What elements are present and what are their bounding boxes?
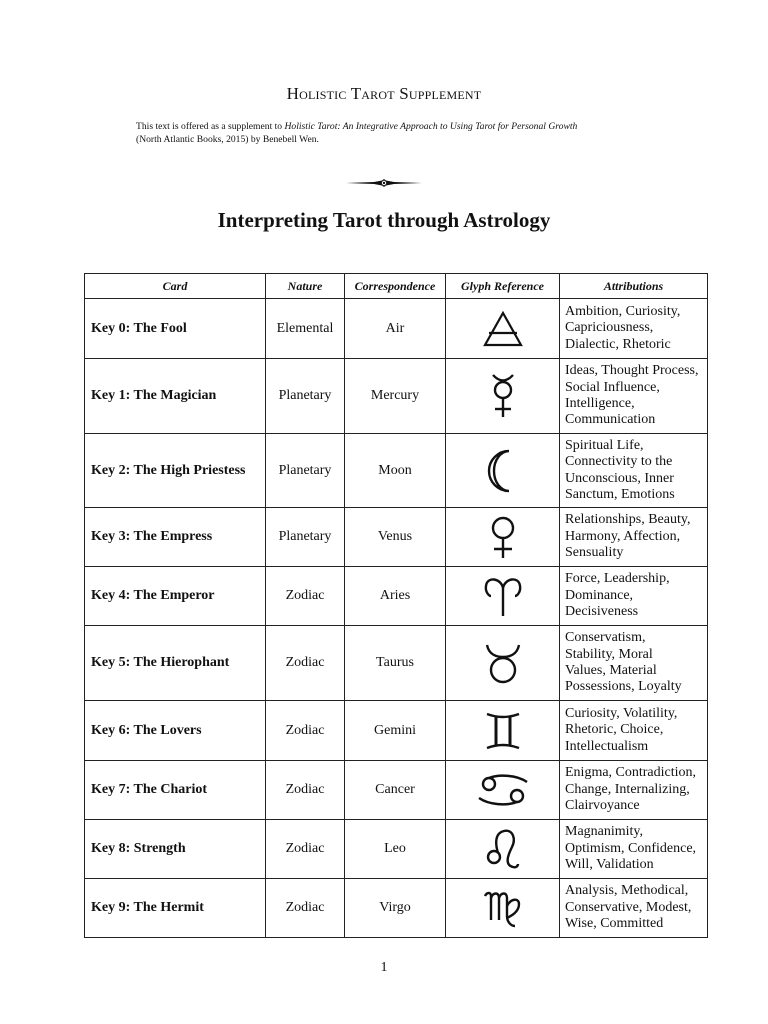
- attribution-line: Harmony, Affection,: [565, 528, 681, 544]
- intro-publisher: (North Atlantic Books, 2015) by Benebell Wen.: [136, 134, 319, 145]
- attribution-line: Decisiveness: [565, 604, 639, 620]
- attributions-cell: [560, 359, 708, 434]
- glyph-cell: [446, 434, 560, 508]
- table-row: [85, 820, 708, 879]
- tarot-astrology-table: [84, 273, 708, 938]
- column-header-nature: Nature: [266, 274, 345, 299]
- nature-cell: Zodiac: [266, 567, 345, 626]
- correspondence-cell: Air: [345, 299, 446, 359]
- card-name: Key 8: Strength: [85, 820, 266, 879]
- glyph-cell: [446, 508, 560, 567]
- nature-cell: Zodiac: [266, 701, 345, 761]
- attribution-line: Dialectic, Rhetoric: [565, 336, 671, 352]
- attribution-line: Sanctum, Emotions: [565, 486, 675, 502]
- correspondence-cell: Taurus: [345, 626, 446, 701]
- correspondence-cell: Aries: [345, 567, 446, 626]
- table-row: [85, 761, 708, 820]
- column-header-correspondence: Correspondence: [345, 274, 446, 299]
- attribution-line: Ambition, Curiosity,: [565, 303, 681, 319]
- attributions-cell: [560, 567, 708, 626]
- attribution-line: Connectivity to the: [565, 454, 673, 470]
- card-name: Key 2: The High Priestess: [85, 434, 266, 508]
- attributions-cell: [560, 761, 708, 820]
- document-header: Holistic Tarot Supplement: [286, 84, 482, 103]
- attribution-line: Relationships, Beauty,: [565, 512, 691, 528]
- gemini-icon: [483, 710, 523, 752]
- column-header-card: Card: [85, 274, 266, 299]
- attribution-line: Analysis, Methodical,: [565, 883, 689, 899]
- glyph-cell: [446, 761, 560, 820]
- table-row: [85, 508, 708, 567]
- glyph-cell: [446, 359, 560, 434]
- table-row: [85, 434, 708, 508]
- aries-icon: [481, 574, 525, 618]
- attribution-line: Possessions, Loyalty: [565, 679, 682, 695]
- attributions-cell: [560, 701, 708, 761]
- correspondence-cell: Venus: [345, 508, 446, 567]
- table-row: [85, 359, 708, 434]
- attribution-line: Ideas, Thought Process,: [565, 363, 699, 379]
- attribution-line: Rhetoric, Choice,: [565, 722, 664, 738]
- attribution-line: Stability, Moral: [565, 646, 653, 662]
- table-row: [85, 701, 708, 761]
- attribution-line: Enigma, Contradiction,: [565, 765, 697, 781]
- page-title: Interpreting Tarot through Astrology: [217, 208, 551, 232]
- attribution-line: Wise, Committed: [565, 916, 664, 932]
- glyph-cell: [446, 567, 560, 626]
- attribution-line: Conservative, Modest,: [565, 899, 692, 915]
- glyph-cell: [446, 820, 560, 879]
- attribution-line: Spiritual Life,: [565, 437, 644, 453]
- attribution-line: Intellectualism: [565, 738, 649, 754]
- glyph-cell: [446, 879, 560, 938]
- attribution-line: Change, Internalizing,: [565, 781, 690, 797]
- attribution-line: Curiosity, Volatility,: [565, 705, 678, 721]
- attribution-line: Conservatism,: [565, 630, 646, 646]
- intro-text: [136, 120, 656, 146]
- attribution-line: Unconscious, Inner: [565, 470, 674, 486]
- attribution-line: Capriciousness,: [565, 320, 654, 336]
- air-element-icon: [481, 309, 525, 349]
- nature-cell: Elemental: [266, 299, 345, 359]
- attribution-line: Magnanimity,: [565, 824, 644, 840]
- table-row: [85, 567, 708, 626]
- nature-cell: Planetary: [266, 359, 345, 434]
- card-name: Key 5: The Hierophant: [85, 626, 266, 701]
- nature-cell: Zodiac: [266, 626, 345, 701]
- virgo-icon: [481, 886, 525, 930]
- correspondence-cell: Virgo: [345, 879, 446, 938]
- attribution-line: Force, Leadership,: [565, 571, 670, 587]
- attribution-line: Optimism, Confidence,: [565, 840, 697, 856]
- leo-icon: [485, 827, 521, 871]
- attributions-cell: [560, 626, 708, 701]
- table-row: [85, 626, 708, 701]
- attribution-line: Will, Validation: [565, 857, 654, 873]
- glyph-cell: [446, 626, 560, 701]
- table-row: [85, 879, 708, 938]
- attribution-line: Social Influence,: [565, 379, 660, 395]
- nature-cell: Zodiac: [266, 879, 345, 938]
- correspondence-cell: Gemini: [345, 701, 446, 761]
- cancer-icon: [475, 772, 531, 808]
- correspondence-cell: Cancer: [345, 761, 446, 820]
- attributions-cell: [560, 434, 708, 508]
- card-name: Key 4: The Emperor: [85, 567, 266, 626]
- nature-cell: Zodiac: [266, 820, 345, 879]
- nature-cell: Planetary: [266, 434, 345, 508]
- nature-cell: Zodiac: [266, 761, 345, 820]
- attribution-line: Sensuality: [565, 545, 624, 561]
- moon-icon: [485, 447, 521, 495]
- ornament-divider-icon: [344, 176, 424, 190]
- card-name: Key 3: The Empress: [85, 508, 266, 567]
- attributions-cell: [560, 879, 708, 938]
- card-name: Key 6: The Lovers: [85, 701, 266, 761]
- table-row: [85, 299, 708, 359]
- attribution-line: Dominance,: [565, 587, 634, 603]
- venus-icon: [486, 514, 520, 560]
- attributions-cell: [560, 820, 708, 879]
- attribution-line: Communication: [565, 412, 656, 428]
- attribution-line: Clairvoyance: [565, 798, 640, 814]
- attributions-cell: [560, 299, 708, 359]
- intro-book-title: Holistic Tarot: An Integrative Approach to Using Tarot for Personal Growth: [284, 121, 578, 132]
- card-name: Key 7: The Chariot: [85, 761, 266, 820]
- taurus-icon: [483, 641, 523, 685]
- correspondence-cell: Moon: [345, 434, 446, 508]
- attribution-line: Intelligence,: [565, 396, 635, 411]
- page-number: 1: [380, 960, 388, 975]
- nature-cell: Planetary: [266, 508, 345, 567]
- glyph-cell: [446, 299, 560, 359]
- attribution-line: Values, Material: [565, 663, 657, 678]
- card-name: Key 1: The Magician: [85, 359, 266, 434]
- column-header-glyph-reference: Glyph Reference: [446, 274, 560, 299]
- correspondence-cell: Leo: [345, 820, 446, 879]
- mercury-icon: [485, 372, 521, 420]
- attributions-cell: [560, 508, 708, 567]
- intro-prefix: This text is offered as a supplement to: [136, 121, 285, 132]
- glyph-cell: [446, 701, 560, 761]
- table-header-row: [85, 274, 708, 299]
- card-name: Key 0: The Fool: [85, 299, 266, 359]
- card-name: Key 9: The Hermit: [85, 879, 266, 938]
- column-header-attributions: Attributions: [560, 274, 708, 299]
- correspondence-cell: Mercury: [345, 359, 446, 434]
